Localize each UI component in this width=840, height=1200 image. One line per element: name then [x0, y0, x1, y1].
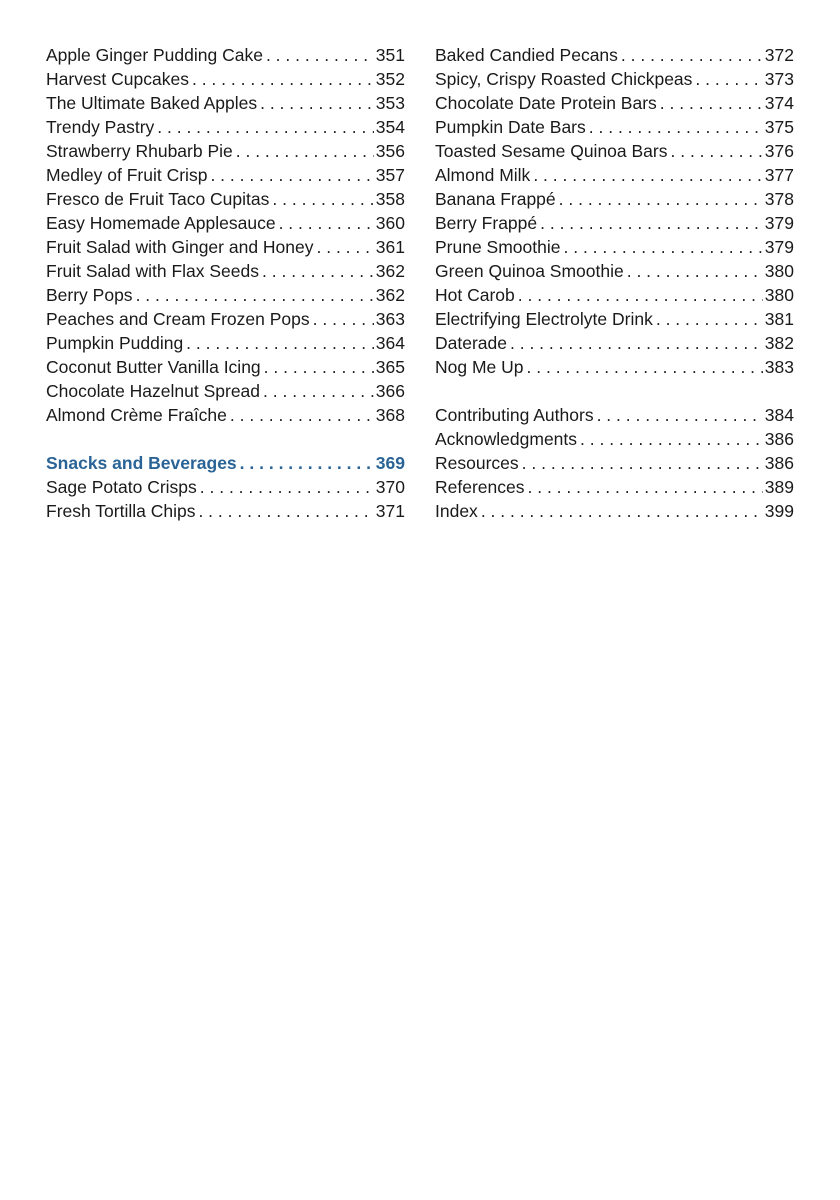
toc-entry-title: Trendy Pastry: [46, 117, 155, 137]
toc-entry-title: Almond Milk: [435, 165, 531, 185]
toc-entry[interactable]: [435, 43, 794, 67]
toc-leader-dots: [518, 283, 763, 307]
toc-entry[interactable]: [46, 67, 405, 91]
toc-entry-title: Fruit Salad with Flax Seeds: [46, 261, 260, 281]
toc-leader-dots: [260, 91, 374, 115]
toc-entry-title: Hot Carob: [435, 285, 515, 305]
toc-entry-title: References: [435, 477, 525, 497]
toc-spacer: [435, 379, 794, 403]
toc-entry[interactable]: [435, 211, 794, 235]
toc-entry-page: 372: [764, 45, 794, 65]
toc-entry[interactable]: [46, 331, 405, 355]
toc-entry-page: 386: [764, 453, 794, 473]
toc-entry-page: 366: [375, 381, 405, 401]
toc-entry[interactable]: [46, 163, 405, 187]
toc-leader-dots: [230, 403, 374, 427]
toc-entry-page: 358: [375, 189, 405, 209]
toc-entry[interactable]: [435, 355, 794, 379]
toc-entry-title: Berry Pops: [46, 285, 133, 305]
toc-leader-dots: [210, 163, 373, 187]
toc-entry-page: 381: [764, 309, 794, 329]
toc-leader-dots: [660, 91, 763, 115]
toc-entry-page: 351: [375, 45, 405, 65]
toc-entry-title: Green Quinoa Smoothie: [435, 261, 624, 281]
toc-leader-dots: [533, 163, 762, 187]
toc-entry-page: 360: [375, 213, 405, 233]
toc-entry-page: 375: [764, 117, 794, 137]
toc-entry-title: Daterade: [435, 333, 507, 353]
toc-leader-dots: [200, 475, 374, 499]
toc-spacer: [46, 427, 405, 451]
toc-entry-title: Chocolate Date Protein Bars: [435, 93, 657, 113]
toc-entry-page: 356: [375, 141, 405, 161]
toc-entry[interactable]: [435, 163, 794, 187]
toc-entry-page: 370: [375, 477, 405, 497]
toc-entry-page: 371: [375, 501, 405, 521]
toc-entry[interactable]: [435, 403, 794, 427]
toc-leader-dots: [695, 67, 762, 91]
toc-entry-page: 380: [764, 261, 794, 281]
toc-entry-title: Coconut Butter Vanilla Icing: [46, 357, 261, 377]
toc-entry[interactable]: [435, 67, 794, 91]
toc-entry[interactable]: [46, 187, 405, 211]
toc-entry-page: 378: [764, 189, 794, 209]
toc-entry-page: 399: [764, 501, 794, 521]
toc-entry-title: Toasted Sesame Quinoa Bars: [435, 141, 668, 161]
toc-entry-page: 386: [764, 429, 794, 449]
toc-entry[interactable]: [435, 427, 794, 451]
toc-entry-title: Snacks and Beverages: [46, 453, 237, 473]
toc-leader-dots: [580, 427, 763, 451]
toc-entry-page: 377: [764, 165, 794, 185]
toc-leader-dots: [313, 307, 374, 331]
toc-entry-title: Medley of Fruit Crisp: [46, 165, 208, 185]
toc-leader-dots: [481, 499, 763, 523]
toc-entry-page: 364: [375, 333, 405, 353]
toc-entry-page: 365: [375, 357, 405, 377]
toc-entry-title: Harvest Cupcakes: [46, 69, 189, 89]
toc-entry[interactable]: [435, 259, 794, 283]
toc-leader-dots: [262, 259, 374, 283]
toc-entry[interactable]: [435, 235, 794, 259]
toc-entry-title: Nog Me Up: [435, 357, 524, 377]
toc-entry-page: 382: [764, 333, 794, 353]
toc-leader-dots: [627, 259, 763, 283]
toc-entry-title: The Ultimate Baked Apples: [46, 93, 258, 113]
toc-leader-dots: [540, 211, 763, 235]
toc-right-column: [435, 43, 794, 523]
toc-entry[interactable]: [46, 43, 405, 67]
toc-leader-dots: [266, 43, 374, 67]
toc-entry-title: Pumpkin Date Bars: [435, 117, 586, 137]
toc-entry-title: Fruit Salad with Ginger and Honey: [46, 237, 314, 257]
toc-entry-page: 373: [764, 69, 794, 89]
toc-leader-dots: [671, 139, 763, 163]
toc-entry-title: Pumpkin Pudding: [46, 333, 184, 353]
toc-entry-title: Banana Frappé: [435, 189, 556, 209]
toc-entry-title: Apple Ginger Pudding Cake: [46, 45, 263, 65]
toc-entry-page: 361: [375, 237, 405, 257]
toc-entry[interactable]: [435, 331, 794, 355]
toc-leader-dots: [597, 403, 763, 427]
toc-entry-title: Easy Homemade Applesauce: [46, 213, 276, 233]
toc-entry-title: Sage Potato Crisps: [46, 477, 197, 497]
toc-entry[interactable]: [435, 499, 794, 523]
toc-entry[interactable]: [435, 139, 794, 163]
toc-entry-page: 383: [764, 357, 794, 377]
toc-entry-title: Resources: [435, 453, 519, 473]
toc-entry-title: Spicy, Crispy Roasted Chickpeas: [435, 69, 693, 89]
toc-entry-page: 389: [764, 477, 794, 497]
toc-entry[interactable]: [435, 187, 794, 211]
toc-entry-page: 369: [375, 453, 405, 473]
toc-entry-title: Index: [435, 501, 478, 521]
toc-leader-dots: [522, 451, 763, 475]
toc-entry-title: Chocolate Hazelnut Spread: [46, 381, 261, 401]
toc-entry[interactable]: [435, 451, 794, 475]
toc-entry-page: 363: [375, 309, 405, 329]
toc-leader-dots: [198, 499, 373, 523]
toc-leader-dots: [192, 67, 374, 91]
toc-entry[interactable]: [46, 211, 405, 235]
toc-leader-dots: [272, 187, 373, 211]
toc-entry-title: Peaches and Cream Frozen Pops: [46, 309, 310, 329]
toc-leader-dots: [263, 379, 374, 403]
toc-group: [435, 403, 794, 523]
toc-entry[interactable]: [46, 115, 405, 139]
toc-entry[interactable]: [46, 475, 405, 499]
toc-entry-title: Acknowledgments: [435, 429, 578, 449]
toc-leader-dots: [317, 235, 374, 259]
toc-leader-dots: [279, 211, 374, 235]
toc-entry-page: 376: [764, 141, 794, 161]
toc-entry-title: Almond Crème Fraîche: [46, 405, 227, 425]
toc-entry-page: 357: [375, 165, 405, 185]
toc-entry-title: Strawberry Rhubarb Pie: [46, 141, 233, 161]
toc-leader-dots: [240, 451, 374, 475]
toc-entry[interactable]: [435, 283, 794, 307]
toc-entry[interactable]: [46, 259, 405, 283]
toc-entry-title: Prune Smoothie: [435, 237, 561, 257]
toc-entry[interactable]: [46, 91, 405, 115]
toc-leader-dots: [559, 187, 763, 211]
toc-group: [46, 475, 405, 523]
toc-group: [435, 43, 794, 379]
toc-entry[interactable]: [46, 235, 405, 259]
toc-entry-page: 379: [764, 213, 794, 233]
toc-leader-dots: [589, 115, 763, 139]
toc-leader-dots: [136, 283, 374, 307]
toc-entry[interactable]: [46, 499, 405, 523]
toc-entry-page: 384: [764, 405, 794, 425]
toc-entry-title: Fresh Tortilla Chips: [46, 501, 196, 521]
toc-group: [46, 43, 405, 427]
toc-entry[interactable]: [46, 355, 405, 379]
toc-leader-dots: [264, 355, 374, 379]
toc-entry-page: 353: [375, 93, 405, 113]
toc-entry[interactable]: [46, 283, 405, 307]
toc-leader-dots: [564, 235, 763, 259]
toc-entry-page: 362: [375, 285, 405, 305]
toc-entry-title: Berry Frappé: [435, 213, 538, 233]
toc-entry-title: Fresco de Fruit Taco Cupitas: [46, 189, 270, 209]
toc-leader-dots: [528, 475, 763, 499]
toc-entry-page: 352: [375, 69, 405, 89]
toc-leader-dots: [527, 355, 763, 379]
toc-entry-page: 362: [375, 261, 405, 281]
toc-entry[interactable]: [46, 307, 405, 331]
toc-entry[interactable]: [435, 307, 794, 331]
toc-leader-dots: [157, 115, 374, 139]
toc-entry-page: 354: [375, 117, 405, 137]
toc-entry[interactable]: [46, 403, 405, 427]
toc-entry[interactable]: [46, 379, 405, 403]
toc-leader-dots: [236, 139, 374, 163]
toc-entry-page: 368: [375, 405, 405, 425]
toc-leader-dots: [656, 307, 763, 331]
toc-entry-page: 380: [764, 285, 794, 305]
toc-leader-dots: [621, 43, 763, 67]
toc-section-heading[interactable]: [46, 451, 405, 475]
toc-leader-dots: [510, 331, 763, 355]
toc-entry-title: Baked Candied Pecans: [435, 45, 618, 65]
toc-leader-dots: [186, 331, 374, 355]
toc-left-column: [46, 43, 405, 523]
toc-entry-page: 379: [764, 237, 794, 257]
toc-entry[interactable]: [435, 115, 794, 139]
toc-entry[interactable]: [435, 475, 794, 499]
toc-entry[interactable]: [435, 91, 794, 115]
toc-entry[interactable]: [46, 139, 405, 163]
toc-entry-page: 374: [764, 93, 794, 113]
toc-entry-title: Contributing Authors: [435, 405, 594, 425]
toc-entry-title: Electrifying Electrolyte Drink: [435, 309, 653, 329]
